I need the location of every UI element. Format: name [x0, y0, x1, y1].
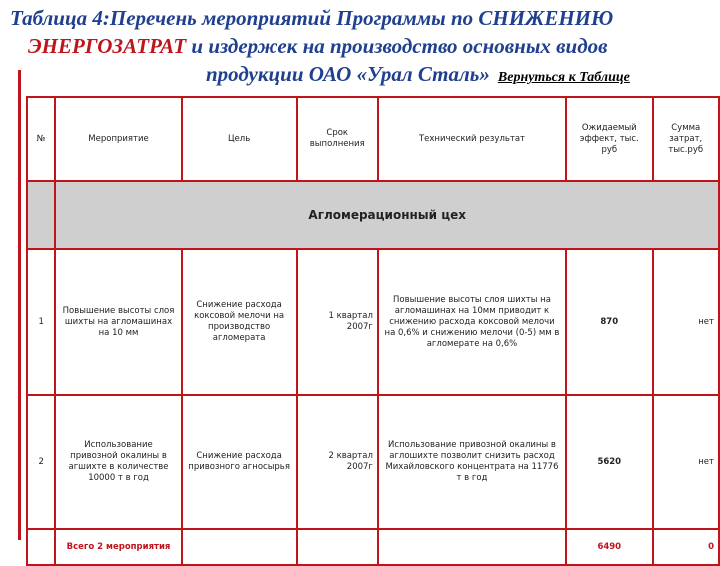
section-title: Агломерационный цех: [55, 181, 719, 249]
title-line-3: [10, 60, 720, 92]
header-effect: Ожидаемый эффект, тыс. руб: [566, 97, 652, 181]
title-line-1: Таблица 4:Перечень мероприятий Программы по СНИЖЕНИЮ: [10, 6, 614, 30]
row-effect: 5620: [566, 395, 652, 529]
row-goal: Снижение расхода коксовой мелочи на производство агломерата: [182, 249, 297, 395]
table-row: [27, 249, 719, 395]
header-result: Технический результат: [378, 97, 566, 181]
row-effect: 870: [566, 249, 652, 395]
header-cost: Сумма затрат, тыс.руб: [653, 97, 720, 181]
row-goal: Снижение расхода привозного агносырья: [182, 395, 297, 529]
back-to-table-link[interactable]: Вернуться к Таблице: [497, 70, 630, 85]
title-company: продукции ОАО «Урал Сталь»: [206, 62, 490, 86]
section-blank: [27, 181, 55, 249]
total-blank-deadline: [297, 529, 378, 565]
row-cost: нет: [653, 249, 720, 395]
header-row: [27, 97, 719, 181]
total-blank: [27, 529, 55, 565]
row-cost: нет: [653, 395, 720, 529]
table-row: [27, 395, 719, 529]
title-line-2: [10, 32, 720, 60]
total-row: [27, 529, 719, 565]
row-num: 2: [27, 395, 55, 529]
total-label: Всего 2 мероприятия: [55, 529, 181, 565]
title-highlight: ЭНЕРГОЗАТРАТ: [28, 34, 187, 58]
header-num: №: [27, 97, 55, 181]
header-event: Мероприятие: [55, 97, 181, 181]
row-result: Повышение высоты слоя шихты на агломашинах на 10мм приводит к снижению расхода коксовой мелочи на 0,6% и снижению мелочи (0-5) мм в агломерате на 0,6%: [378, 249, 566, 395]
total-effect: 6490: [566, 529, 652, 565]
row-deadline: 1 квартал 2007г: [297, 249, 378, 395]
row-deadline: 2 квартал 2007г: [297, 395, 378, 529]
row-num: 1: [27, 249, 55, 395]
section-row: [27, 181, 719, 249]
row-event: Повышение высоты слоя шихты на агломашинах на 10 мм: [55, 249, 181, 395]
header-deadline: Срок выполнения: [297, 97, 378, 181]
total-blank-goal: [182, 529, 297, 565]
title-line-2-rest: и издержек на производство основных видов: [186, 34, 608, 58]
row-result: Использование привозной окалины в аглошихте позволит снизить расход Михайловского концентрата на 11776 т в год: [378, 395, 566, 529]
measures-table: [26, 96, 720, 566]
total-blank-result: [378, 529, 566, 565]
slide-title: [10, 4, 720, 92]
left-accent-line: [18, 70, 21, 540]
row-event: Использование привозной окалины в агшихте в количестве 10000 т в год: [55, 395, 181, 529]
total-cost: 0: [653, 529, 720, 565]
header-goal: Цель: [182, 97, 297, 181]
